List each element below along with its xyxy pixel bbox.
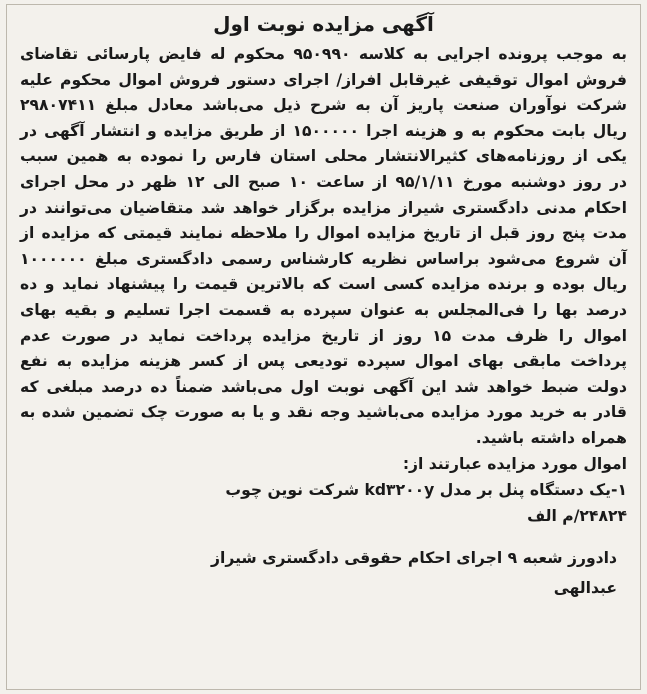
item-1: ۱-یک دستگاه پنل بر مدل kd۳۲۰۰y شرکت نوین چوب xyxy=(225,480,627,499)
items-heading: اموال مورد مزایده عبارتند از: xyxy=(402,454,627,473)
notice-border xyxy=(6,4,641,690)
reference-number: ۲۴۸۲۴/م الف xyxy=(527,506,627,525)
signature-line-1: دادورز شعبه ۹ اجرای احکام حقوقی دادگستری شیراز xyxy=(211,548,617,567)
notice-body: به موجب پرونده اجرایی به کلاسه ۹۵۰۹۹۰ محکوم له فایض پارسائی تقاضای فروش اموال توقیفی غیرقابل افراز/ اجرای دستور فروش اموال محکوم علیه شرکت نوآوران صنعت پاریز آن به شرح ذیل می‌باشد معادل مبلغ ۲۹۸۰۷۴۱۱ ریال بابت محکوم به و هزینه اجرا ۱۵۰۰۰۰۰ از طریق مزایده و انتشار آگهی در یکی از روزنامه‌های کثیرالانتشار محلی استان فارس را نموده به همین سبب در روز دوشنبه مورخ ۹۵/۱/۱۱ از ساعت ۱۰ صبح الی ۱۲ ظهر در محل اجرای احکام مدنی دادگستری شیراز مزایده برگزار خواهد شد متقاضیان می‌توانند در مدت پنج روز قبل از تاریخ مزایده اموال را ملاحظه نمایند قیمتی که مزایده از آن شروع می‌شود براساس نظریه کارشناس رسمی دادگستری مبلغ ۱۰۰۰۰۰۰ ریال بوده و برنده مزایده کسی است که بالاترین قیمت را پیشنهاد نماید و ده درصد بها را فی‌المجلس به عنوان سپرده به قسمت اجرا تسلیم و بقیه بهای اموال را ظرف مدت ۱۵ روز از تاریخ مزایده پرداخت نماید در صورت عدم پرداخت مابقی بهای اموال سپرده تودیعی پس از کسر هزینه مزایده به نفع دولت ضبط خواهد شد این آگهی نوبت اول می‌باشد ضمناً ده درصد مبلغی که قادر به خرید مورد مزایده می‌باشید وجه نقد و یا به صورت چک تضمین شده به همراه داشته باشید. xyxy=(20,45,628,447)
notice-title: آگهی مزایده نوبت اول xyxy=(213,12,434,36)
signature-line-2: عبدالهی xyxy=(553,578,617,597)
